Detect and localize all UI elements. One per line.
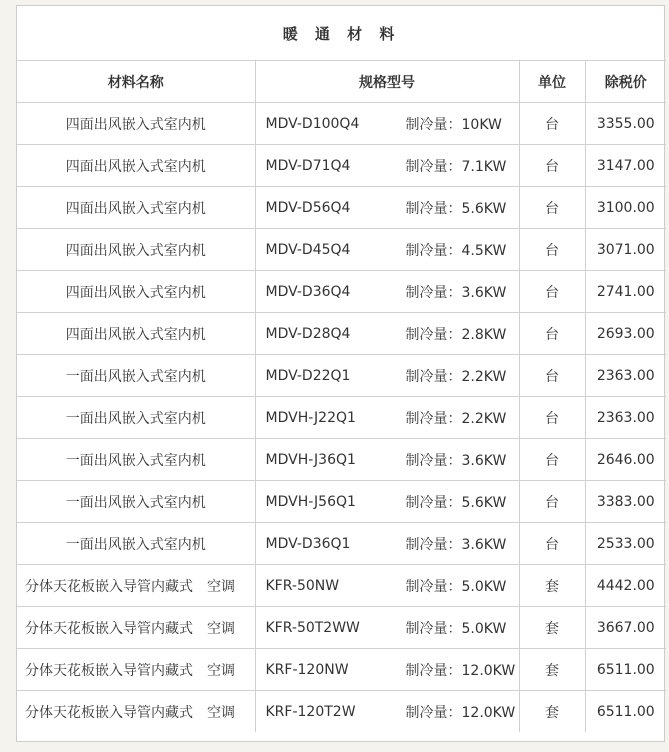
table-row: [17, 607, 666, 649]
unit-cell: 台: [519, 229, 585, 271]
spec-cell: [255, 313, 519, 355]
unit-cell: 台: [519, 355, 585, 397]
spec-cell: [255, 103, 519, 145]
model-number: MDV-D22Q1: [265, 367, 351, 384]
spec-wrap: [266, 408, 519, 428]
table-row: [17, 187, 666, 229]
price-cell: 2533.00: [585, 523, 666, 565]
material-name-cell: 分体天花板嵌入导管内藏式 空调: [17, 565, 255, 607]
table-row: [17, 103, 666, 145]
spec-wrap: [266, 366, 519, 386]
spec-wrap: [266, 324, 519, 344]
table-row: [17, 229, 666, 271]
spec-cell: [255, 565, 519, 607]
table-row: [17, 355, 666, 397]
model-number: MDV-D36Q4: [265, 283, 351, 300]
spec-wrap: [266, 240, 519, 260]
unit-cell: 台: [519, 523, 585, 565]
cooling-capacity: 制冷量：3.6KW: [405, 452, 507, 469]
cooling-capacity: 制冷量：12.0KW: [405, 662, 516, 679]
header-price: 除税价: [585, 61, 666, 103]
price-cell: 2693.00: [585, 313, 666, 355]
cooling-capacity: 制冷量：5.0KW: [405, 578, 507, 595]
spec-cell: [255, 145, 519, 187]
unit-cell: 套: [519, 691, 585, 733]
material-name-cell: 四面出风嵌入式室内机: [17, 145, 255, 187]
price-cell: 2646.00: [585, 439, 666, 481]
model-number: KFR-50T2WW: [265, 619, 360, 636]
price-cell: 2363.00: [585, 355, 666, 397]
unit-cell: 台: [519, 145, 585, 187]
material-name-cell: 一面出风嵌入式室内机: [17, 355, 255, 397]
material-name-cell: 分体天花板嵌入导管内藏式 空调: [17, 607, 255, 649]
price-cell: 2363.00: [585, 397, 666, 439]
material-name-cell: 四面出风嵌入式室内机: [17, 313, 255, 355]
spec-wrap: [266, 492, 519, 512]
spec-cell: [255, 607, 519, 649]
spec-wrap: [266, 618, 519, 638]
spec-cell: [255, 187, 519, 229]
spec-cell: [255, 481, 519, 523]
material-name-cell: 四面出风嵌入式室内机: [17, 229, 255, 271]
price-cell: 2741.00: [585, 271, 666, 313]
model-number: MDVH-J56Q1: [265, 493, 356, 510]
spec-wrap: [266, 660, 519, 680]
table-row: [17, 145, 666, 187]
model-number: MDV-D36Q1: [265, 535, 351, 552]
model-number: MDV-D28Q4: [265, 325, 351, 342]
table-row: [17, 565, 666, 607]
spec-cell: [255, 271, 519, 313]
price-cell: 3383.00: [585, 481, 666, 523]
cooling-capacity: 制冷量：12.0KW: [405, 704, 516, 721]
price-cell: 3071.00: [585, 229, 666, 271]
spec-wrap: [266, 198, 519, 218]
model-number: MDV-D71Q4: [265, 157, 351, 174]
cooling-capacity: 制冷量：5.6KW: [405, 494, 507, 511]
cooling-capacity: 制冷量：4.5KW: [405, 242, 507, 259]
spec-wrap: [266, 114, 519, 134]
material-name-cell: 一面出风嵌入式室内机: [17, 439, 255, 481]
material-name-cell: 四面出风嵌入式室内机: [17, 103, 255, 145]
table-row: [17, 271, 666, 313]
price-cell: 6511.00: [585, 691, 666, 733]
material-name-cell: 一面出风嵌入式室内机: [17, 523, 255, 565]
spec-cell: [255, 397, 519, 439]
cooling-capacity: 制冷量：5.0KW: [405, 620, 507, 637]
price-cell: 3355.00: [585, 103, 666, 145]
header-spec-model: 规格型号: [255, 61, 519, 103]
material-name-cell: 分体天花板嵌入导管内藏式 空调: [17, 649, 255, 691]
price-cell: 4442.00: [585, 565, 666, 607]
spec-cell: [255, 229, 519, 271]
unit-cell: 台: [519, 103, 585, 145]
unit-cell: 台: [519, 313, 585, 355]
spec-cell: [255, 439, 519, 481]
model-number: MDV-D56Q4: [265, 199, 351, 216]
spec-cell: [255, 523, 519, 565]
table-row: [17, 649, 666, 691]
unit-cell: 台: [519, 439, 585, 481]
spec-cell: [255, 355, 519, 397]
spec-wrap: [266, 702, 519, 722]
model-number: KRF-120NW: [265, 661, 349, 678]
model-number: KFR-50NW: [265, 577, 340, 594]
unit-cell: 套: [519, 565, 585, 607]
spec-wrap: [266, 450, 519, 470]
spec-wrap: [266, 282, 519, 302]
title-row: [17, 6, 666, 61]
cooling-capacity: 制冷量：2.2KW: [405, 368, 507, 385]
model-number: KRF-120T2W: [265, 703, 356, 720]
spec-cell: [255, 649, 519, 691]
unit-cell: 台: [519, 271, 585, 313]
cooling-capacity: 制冷量：5.6KW: [405, 200, 507, 217]
material-name-cell: 一面出风嵌入式室内机: [17, 397, 255, 439]
cooling-capacity: 制冷量：10KW: [405, 116, 502, 133]
spec-wrap: [266, 156, 519, 176]
price-cell: 3667.00: [585, 607, 666, 649]
model-number: MDVH-J22Q1: [265, 409, 356, 426]
model-number: MDV-D45Q4: [265, 241, 351, 258]
material-name-cell: 四面出风嵌入式室内机: [17, 187, 255, 229]
price-cell: 3147.00: [585, 145, 666, 187]
unit-cell: 套: [519, 649, 585, 691]
spec-wrap: [266, 576, 519, 596]
materials-sheet: [16, 5, 665, 742]
material-name-cell: 四面出风嵌入式室内机: [17, 271, 255, 313]
materials-table: [17, 6, 666, 732]
table-row: [17, 397, 666, 439]
material-name-cell: 分体天花板嵌入导管内藏式 空调: [17, 691, 255, 733]
cooling-capacity: 制冷量：2.8KW: [405, 326, 507, 343]
spec-cell: [255, 691, 519, 733]
price-cell: 6511.00: [585, 649, 666, 691]
table-title: 暖 通 材 料: [17, 6, 666, 61]
unit-cell: 台: [519, 187, 585, 229]
spec-wrap: [266, 534, 519, 554]
cooling-capacity: 制冷量：7.1KW: [405, 158, 507, 175]
cooling-capacity: 制冷量：3.6KW: [405, 536, 507, 553]
material-name-cell: 一面出风嵌入式室内机: [17, 481, 255, 523]
header-unit: 单位: [519, 61, 585, 103]
header-row: [17, 61, 666, 103]
table-row: [17, 313, 666, 355]
header-material-name: 材料名称: [17, 61, 255, 103]
table-row: [17, 523, 666, 565]
table-row: [17, 481, 666, 523]
model-number: MDVH-J36Q1: [265, 451, 356, 468]
table-row: [17, 691, 666, 733]
model-number: MDV-D100Q4: [265, 115, 360, 132]
table-row: [17, 439, 666, 481]
unit-cell: 台: [519, 397, 585, 439]
cooling-capacity: 制冷量：3.6KW: [405, 284, 507, 301]
unit-cell: 台: [519, 481, 585, 523]
price-cell: 3100.00: [585, 187, 666, 229]
cooling-capacity: 制冷量：2.2KW: [405, 410, 507, 427]
unit-cell: 套: [519, 607, 585, 649]
